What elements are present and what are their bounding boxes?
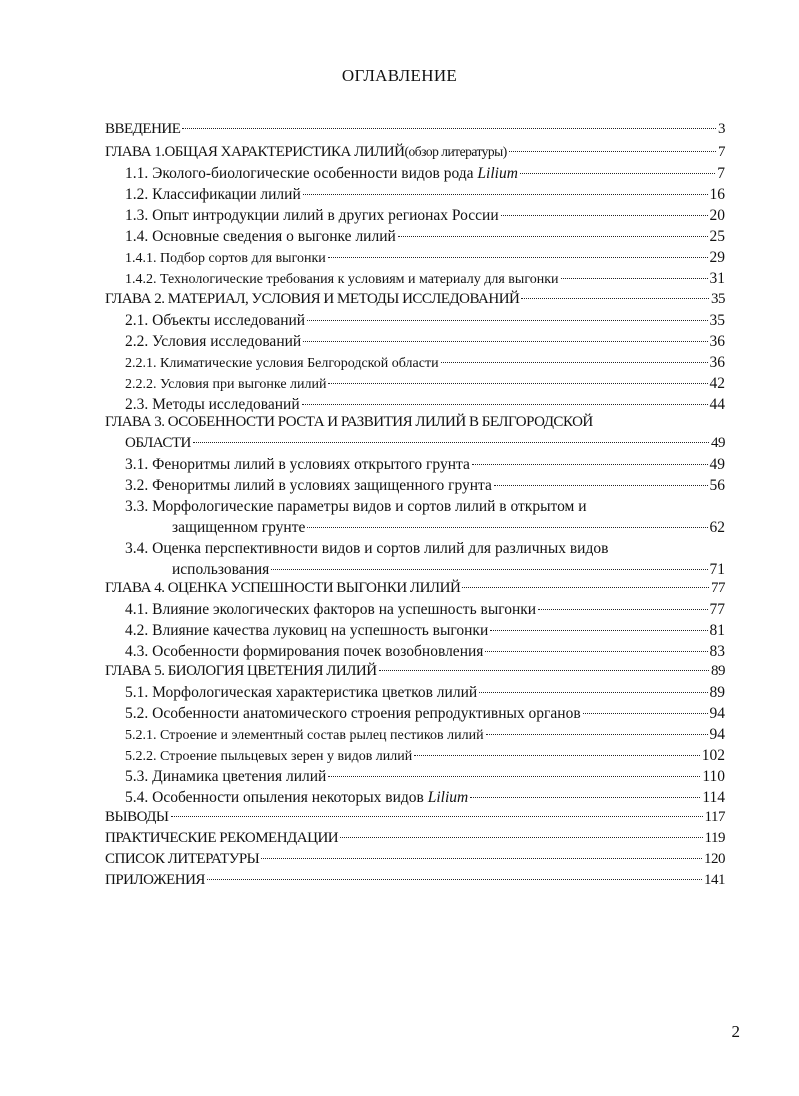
toc-entry-title: 4.3. Особенности формирования почек возобновления bbox=[125, 643, 484, 660]
toc-entry-page: 44 bbox=[709, 396, 725, 413]
toc-entry-title: 2.3. Методы исследований bbox=[125, 396, 300, 413]
toc-entry-page: 102 bbox=[701, 747, 725, 764]
toc-entry-chapter-3-line1[interactable]: ГЛАВА 3. ОСОБЕННОСТИ РОСТА И РАЗВИТИЯ ЛИЛИЙ В БЕЛГОРОДСКОЙ bbox=[105, 414, 593, 430]
toc-entry-title: 3.2. Феноритмы лилий в условиях защищенного грунта bbox=[125, 477, 492, 494]
toc-entry-references[interactable] bbox=[105, 849, 725, 870]
toc-entry-1-4-2[interactable] bbox=[125, 268, 725, 290]
page-title: ОГЛАВЛЕНИЕ bbox=[341, 66, 458, 85]
toc-leader bbox=[328, 383, 707, 384]
toc-entry-5-2[interactable] bbox=[125, 703, 725, 724]
toc-entry-title: 1.2. Классификации лилий bbox=[125, 186, 301, 203]
toc-leader bbox=[441, 362, 708, 363]
toc-entry-title: 5.2.1. Строение и элементный состав рылец пестиков лилий bbox=[125, 728, 484, 743]
toc-entry-title-text: 1.1. Эколого-биологические особенности видов рода bbox=[125, 165, 478, 182]
toc-entry-5-3[interactable] bbox=[125, 766, 725, 787]
toc-leader bbox=[207, 879, 702, 880]
page-number: 2 bbox=[731, 1022, 740, 1041]
toc-leader bbox=[561, 278, 708, 279]
toc-entry-5-4[interactable] bbox=[125, 787, 725, 808]
toc-entry-3-3[interactable] bbox=[172, 517, 725, 538]
toc-entry-chapter-5[interactable] bbox=[105, 661, 725, 682]
toc-leader bbox=[307, 527, 707, 528]
toc-entry-page: 3 bbox=[718, 121, 725, 137]
toc-entry-3-3-line1[interactable]: 3.3. Морфологические параметры видов и сортов лилий в открытом и bbox=[125, 498, 587, 515]
toc-leader bbox=[307, 320, 707, 321]
toc-entry-page: 81 bbox=[709, 622, 725, 639]
toc-entry-1-4-1[interactable] bbox=[125, 247, 725, 269]
toc-entry-title: ОБЛАСТИ bbox=[125, 435, 191, 451]
toc-leader bbox=[328, 257, 708, 258]
toc-entry-title: 3.1. Феноритмы лилий в условиях открытого грунта bbox=[125, 456, 470, 473]
toc-entry-title: 2.2.1. Климатические условия Белгородской области bbox=[125, 356, 439, 371]
toc-leader bbox=[470, 797, 700, 798]
toc-entry-page: 94 bbox=[709, 726, 725, 743]
toc-leader bbox=[472, 464, 708, 465]
toc-entry-title: 1.4.2. Технологические требования к условиям и материалу для выгонки bbox=[125, 272, 559, 287]
toc-entry-page: 36 bbox=[709, 354, 725, 371]
toc-entry-title: ПРИЛОЖЕНИЯ bbox=[105, 872, 205, 888]
toc-entry-title: ВЫВОДЫ bbox=[105, 809, 169, 825]
toc-entry-title: ГЛАВА 2. МАТЕРИАЛ, УСЛОВИЯ И МЕТОДЫ ИССЛЕДОВАНИЙ bbox=[105, 291, 520, 307]
toc-leader bbox=[340, 837, 702, 838]
toc-leader bbox=[538, 609, 707, 610]
toc-entry-page: 16 bbox=[709, 186, 725, 203]
toc-leader bbox=[302, 404, 708, 405]
toc-entry-1-4[interactable] bbox=[125, 226, 725, 247]
toc-entry-page: 120 bbox=[704, 851, 725, 867]
toc-leader bbox=[271, 569, 707, 570]
toc-entry-title-italic: Lilium bbox=[477, 165, 518, 182]
toc-entry-chapter-2[interactable] bbox=[105, 289, 725, 310]
toc-entry-2-2-2[interactable] bbox=[125, 373, 725, 395]
toc-entry-introduction[interactable] bbox=[105, 119, 725, 140]
toc-leader bbox=[261, 858, 702, 859]
toc-entry-4-2[interactable] bbox=[125, 620, 725, 641]
toc-entry-title: 5.1. Морфологическая характеристика цветков лилий bbox=[125, 684, 478, 701]
toc-entry-5-2-2[interactable] bbox=[125, 745, 725, 767]
toc-entry-page: 7 bbox=[718, 144, 725, 160]
toc-entry-page: 36 bbox=[709, 333, 725, 350]
toc-leader bbox=[303, 341, 707, 342]
toc-leader bbox=[501, 215, 708, 216]
toc-leader bbox=[520, 173, 715, 174]
toc-entry-page: 56 bbox=[709, 477, 725, 494]
toc-entry-page: 25 bbox=[709, 228, 725, 245]
toc-entry-title: 4.2. Влияние качества луковиц на успешность выгонки bbox=[125, 622, 489, 639]
toc-entry-page: 83 bbox=[709, 643, 725, 660]
toc-entry-1-1[interactable] bbox=[125, 163, 725, 184]
toc-entry-title: защищенном грунте bbox=[172, 519, 306, 536]
toc-leader bbox=[494, 485, 708, 486]
toc-entry-title: ПРАКТИЧЕСКИЕ РЕКОМЕНДАЦИИ bbox=[105, 830, 339, 846]
toc-entry-page: 35 bbox=[709, 312, 725, 329]
toc-entry-page: 42 bbox=[709, 375, 725, 392]
toc-entry-title: 4.1. Влияние экологических факторов на успешность выгонки bbox=[125, 601, 537, 618]
toc-entry-page: 71 bbox=[709, 561, 725, 578]
toc-leader bbox=[583, 713, 708, 714]
toc-entry-4-1[interactable] bbox=[125, 599, 725, 620]
toc-entry-3-4[interactable] bbox=[172, 559, 725, 580]
toc-entry-page: 77 bbox=[711, 580, 725, 596]
toc-entry-2-2-1[interactable] bbox=[125, 352, 725, 374]
toc-entry-title-suffix: (обзор литературы) bbox=[404, 144, 507, 159]
toc-entry-title: 1.4. Основные сведения о выгонке лилий bbox=[125, 228, 396, 245]
toc-entry-chapter-3[interactable] bbox=[125, 433, 725, 454]
toc-entry-3-2[interactable] bbox=[125, 475, 725, 496]
toc-entry-page: 31 bbox=[709, 270, 725, 287]
toc-leader bbox=[328, 776, 700, 777]
toc-entry-5-1[interactable] bbox=[125, 682, 725, 703]
toc-entry-page: 77 bbox=[709, 601, 725, 618]
toc-leader bbox=[509, 151, 716, 152]
toc-entry-page: 20 bbox=[709, 207, 725, 224]
toc-leader bbox=[490, 630, 707, 631]
toc-entry-title bbox=[125, 787, 468, 808]
toc-entry-title: ВВЕДЕНИЕ bbox=[105, 121, 181, 137]
toc-entry-title: 2.2.2. Условия при выгонке лилий bbox=[125, 377, 327, 392]
toc-entry-3-1[interactable] bbox=[125, 454, 725, 475]
toc-entry-title: 1.4.1. Подбор сортов для выгонки bbox=[125, 251, 326, 266]
toc-entry-2-1[interactable] bbox=[125, 310, 725, 331]
toc-entry-title: использования bbox=[172, 561, 270, 578]
toc-entry-1-3[interactable] bbox=[125, 205, 725, 226]
toc-leader bbox=[171, 816, 703, 817]
toc-entry-title: 2.1. Объекты исследований bbox=[125, 312, 306, 329]
toc-entry-title: 5.3. Динамика цветения лилий bbox=[125, 768, 327, 785]
toc-entry-4-3[interactable] bbox=[125, 641, 725, 662]
toc-entry-page: 49 bbox=[709, 456, 725, 473]
toc-entry-page: 110 bbox=[702, 768, 725, 785]
toc-entry-page: 62 bbox=[709, 519, 725, 536]
toc-entry-title: ГЛАВА 4. ОЦЕНКА УСПЕШНОСТИ ВЫГОНКИ ЛИЛИЙ bbox=[105, 580, 461, 596]
toc-entry-page: 35 bbox=[711, 291, 725, 307]
toc-leader bbox=[521, 298, 709, 299]
toc-entry-page: 49 bbox=[711, 435, 725, 451]
toc-leader bbox=[486, 734, 708, 735]
toc-entry-page: 119 bbox=[704, 830, 725, 846]
toc-entry-title: 5.2.2. Строение пыльцевых зерен у видов лилий bbox=[125, 749, 413, 764]
toc-leader bbox=[379, 670, 709, 671]
toc-entry-title: 5.2. Особенности анатомического строения репродуктивных органов bbox=[125, 705, 581, 722]
toc-entry-appendices[interactable] bbox=[105, 870, 725, 891]
toc-entry-conclusions[interactable] bbox=[105, 807, 725, 828]
toc-leader bbox=[462, 587, 709, 588]
toc-entry-title: ГЛАВА 1.ОБЩАЯ ХАРАКТЕРИСТИКА ЛИЛИЙ bbox=[105, 144, 405, 160]
toc-leader bbox=[479, 692, 707, 693]
toc-entry-page: 114 bbox=[702, 789, 725, 806]
toc-entry-page: 29 bbox=[709, 249, 725, 266]
toc-leader bbox=[414, 755, 699, 756]
toc-leader bbox=[182, 128, 716, 129]
toc-leader bbox=[193, 442, 709, 443]
toc-entry-2-2[interactable] bbox=[125, 331, 725, 352]
toc-entry-5-2-1[interactable] bbox=[125, 724, 725, 746]
toc-entry-title: СПИСОК ЛИТЕРАТУРЫ bbox=[105, 851, 260, 867]
toc-entry-chapter-4[interactable] bbox=[105, 578, 725, 599]
toc-entry-page: 94 bbox=[709, 705, 725, 722]
toc-leader bbox=[485, 651, 707, 652]
toc-entry-title-italic: Lilium bbox=[427, 789, 469, 806]
toc-entry-title bbox=[125, 163, 518, 184]
toc-entry-recommendations[interactable] bbox=[105, 828, 725, 849]
toc-entry-3-4-line1[interactable]: 3.4. Оценка перспективности видов и сортов лилий для различных видов bbox=[125, 540, 609, 557]
toc-entry-title: 1.3. Опыт интродукции лилий в других регионах России bbox=[125, 207, 499, 224]
toc-entry-title-text: 5.4. Особенности опыления некоторых видов bbox=[125, 789, 428, 806]
toc-entry-page: 89 bbox=[711, 663, 725, 679]
toc-entry-page: 89 bbox=[709, 684, 725, 701]
toc-entry-page: 141 bbox=[704, 872, 725, 888]
toc-entry-page: 7 bbox=[717, 165, 725, 182]
toc-entry-chapter-1[interactable] bbox=[105, 141, 725, 163]
toc-entry-1-2[interactable] bbox=[125, 184, 725, 205]
toc-entry-title: 2.2. Условия исследований bbox=[125, 333, 302, 350]
toc-leader bbox=[303, 194, 708, 195]
toc-entry-page: 117 bbox=[704, 809, 725, 825]
toc-leader bbox=[398, 236, 708, 237]
toc-entry-title: ГЛАВА 5. БИОЛОГИЯ ЦВЕТЕНИЯ ЛИЛИЙ bbox=[105, 663, 377, 679]
